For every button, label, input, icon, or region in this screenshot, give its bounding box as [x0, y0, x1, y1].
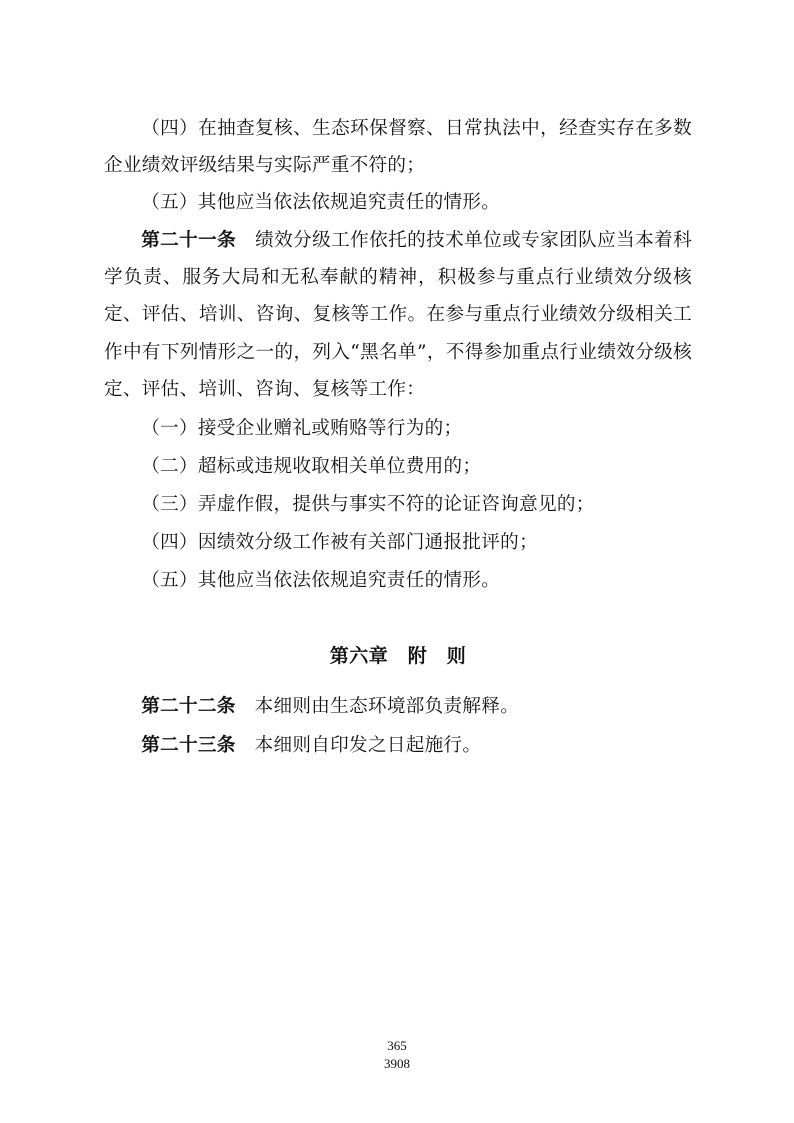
article-21	[104, 222, 692, 408]
article-21-heading: 第二十一条	[141, 230, 237, 251]
list-item-3: （三）弄虚作假，提供与事实不符的论证咨询意见的；	[141, 494, 595, 515]
list-item-4: （四）因绩效分级工作被有关部门通报批评的；	[141, 532, 538, 553]
list-item-2: （二）超标或违规收取相关单位费用的；	[141, 456, 482, 477]
article-21-text: 绩效分级工作依托的技术单位或专家团队应当本着科学负责、服务大局和无私奉献的精神，积极参与重点行业绩效分级核定、评估、培训、咨询、复核等工作。在参与重点行业绩效分级相关工作中有下列情形之一的，列入“黑名单”，不得参加重点行业绩效分级核定、评估、培训、咨询、复核等工作：	[104, 230, 692, 400]
article-22-heading: 第二十二条	[141, 696, 236, 717]
article-22	[104, 688, 692, 725]
list-item-5: （五）其他应当依法依规追究责任的情形。	[141, 570, 501, 591]
article-23	[104, 727, 692, 764]
article-23-heading: 第二十三条	[141, 735, 236, 756]
page-number-total: 3908	[384, 1056, 410, 1071]
page-number: 365	[387, 1038, 407, 1053]
list-item-1: （一）接受企业赠礼或贿赂等行为的；	[141, 418, 463, 439]
chapter-title: 第六章 附 则	[329, 645, 467, 667]
paragraph-item-5-other: （五）其他应当依法依规追究责任的情形。	[141, 192, 501, 213]
article-22-text: 本细则由生态环境部负责解释。	[254, 696, 520, 717]
article-23-text: 本细则自印发之日起施行。	[254, 735, 482, 756]
paragraph-item-4-audit: （四）在抽查复核、生态环保督察、日常执法中，经查实存在多数企业绩效评级结果与实际严重不符的；	[104, 118, 692, 177]
